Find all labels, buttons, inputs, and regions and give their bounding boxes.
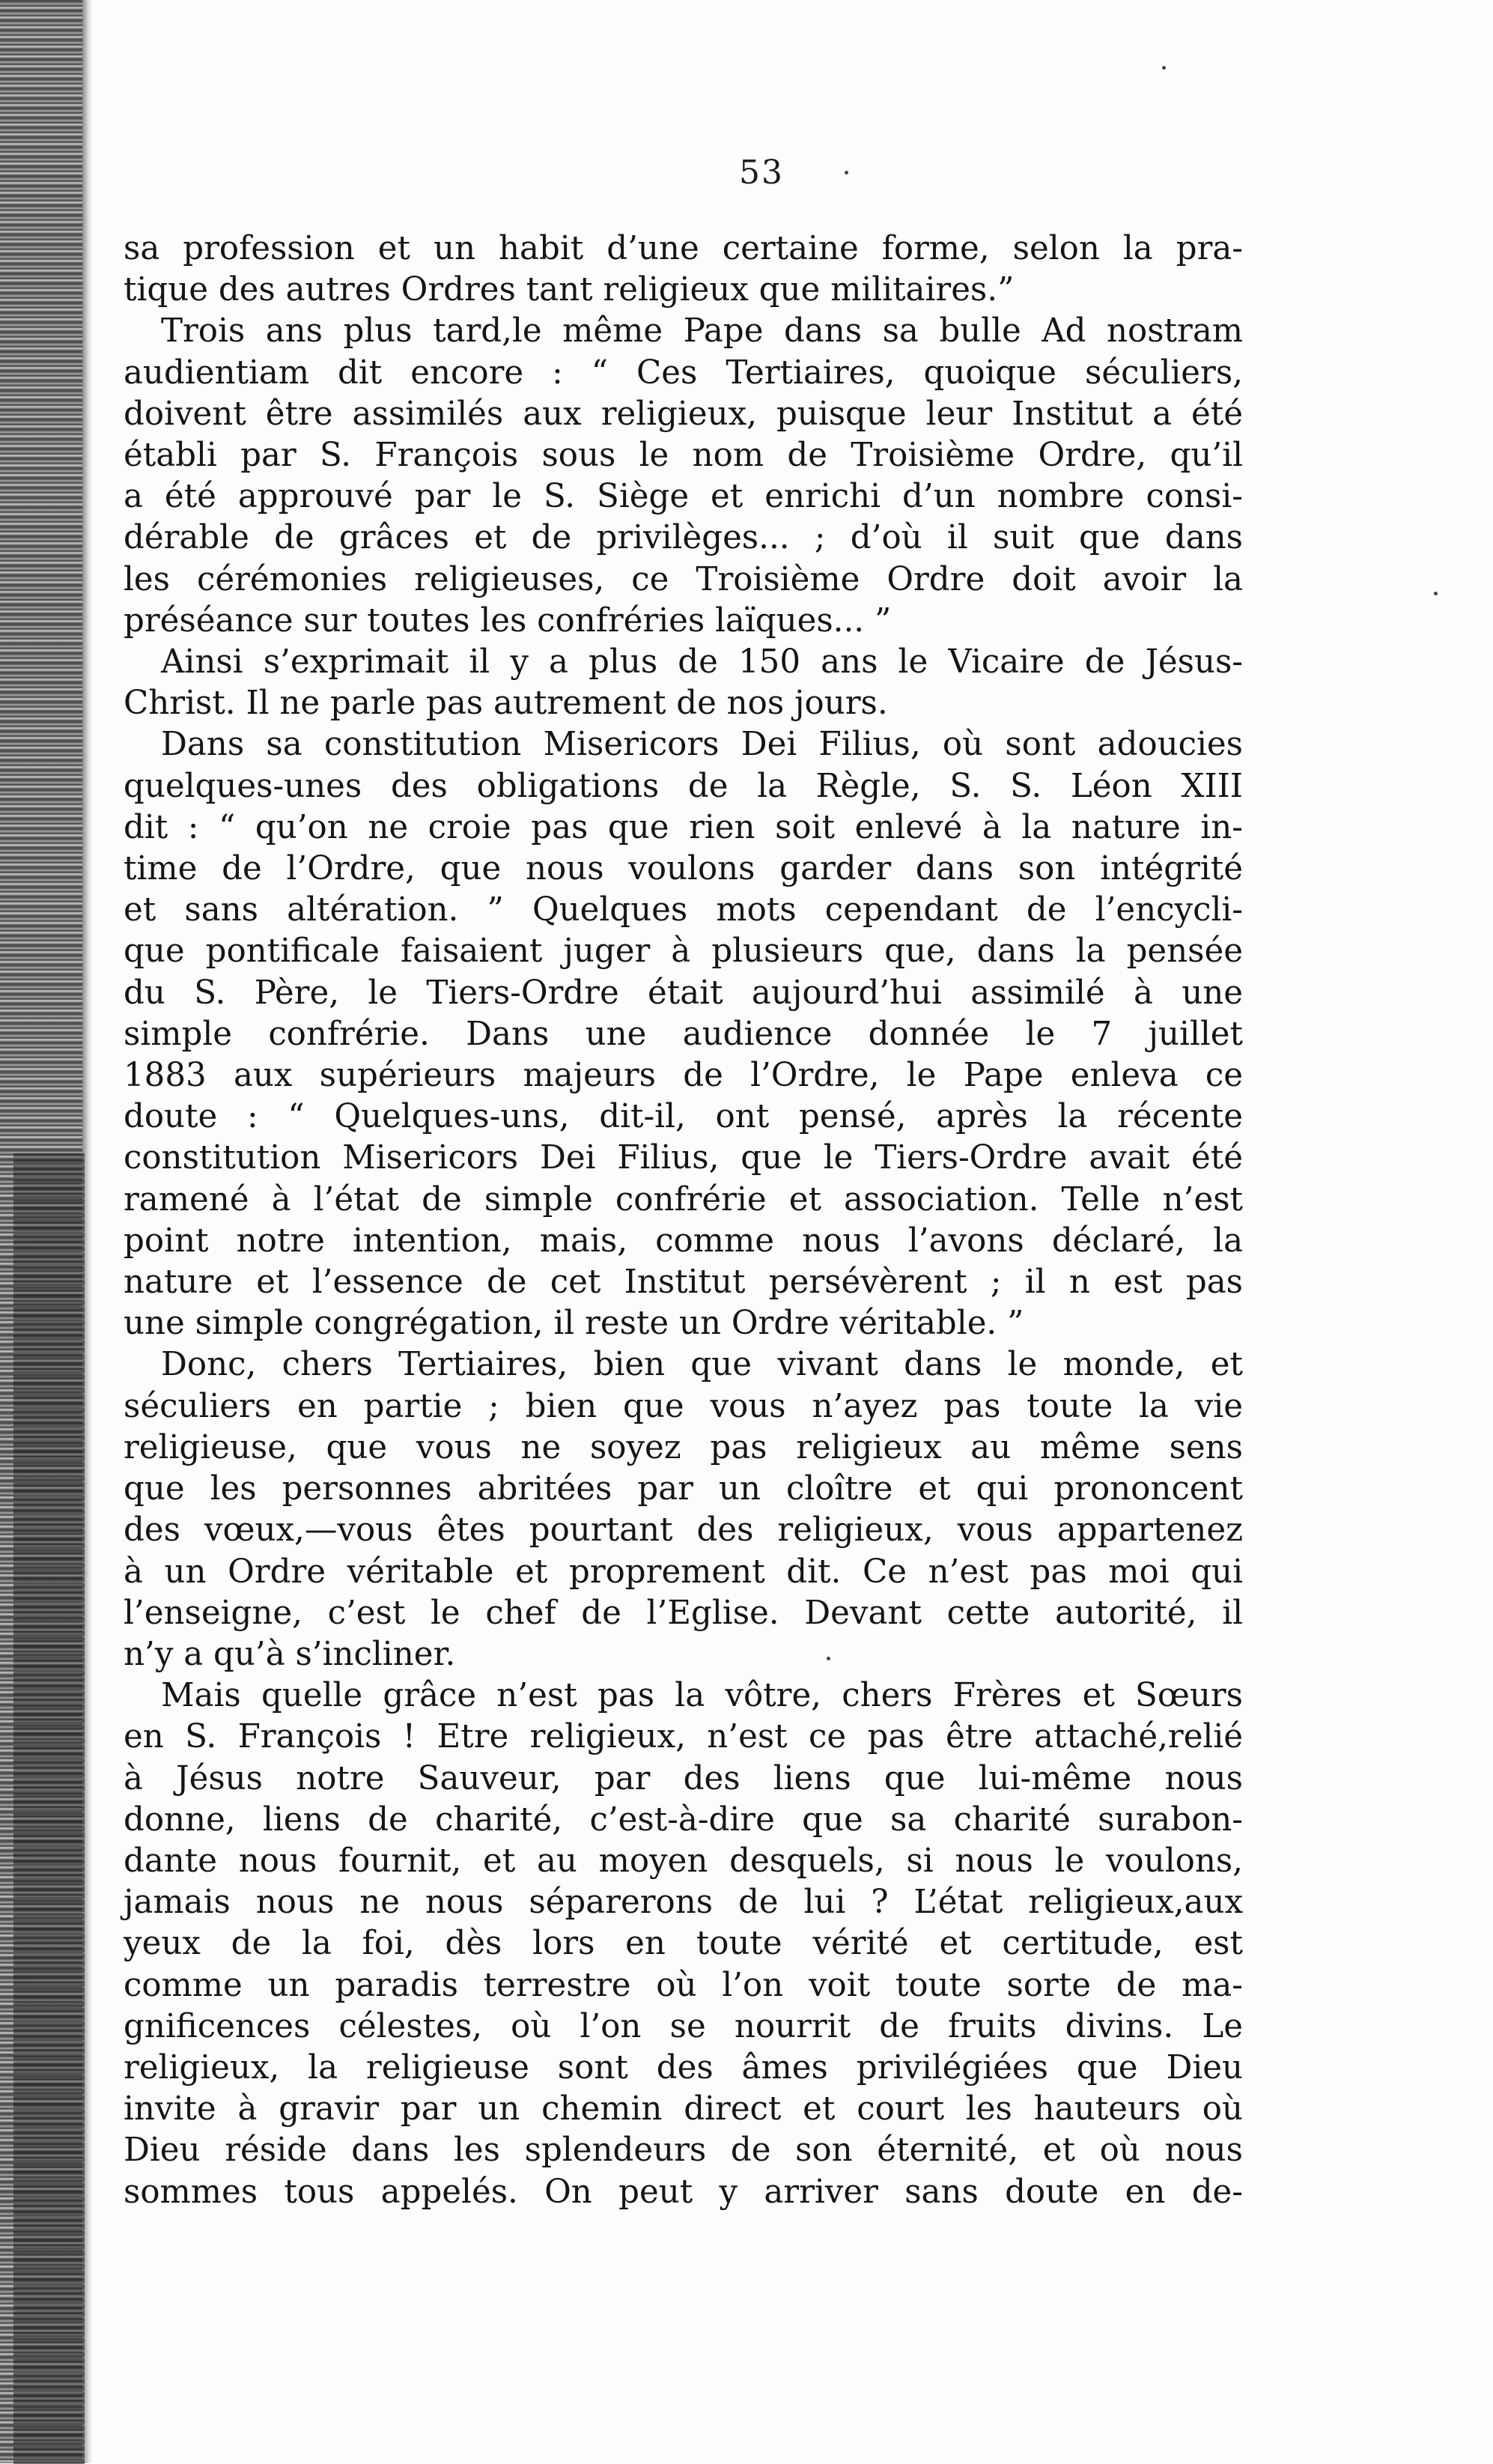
- text-line: religieuse, que vous ne soyez pas religieux au même sens: [124, 1428, 1243, 1466]
- text-line: gnificences célestes, où l’on se nourrit de fruits divins. Le: [124, 2007, 1243, 2045]
- text-line: yeux de la foi, dès lors en toute vérité et certitude, est: [124, 1925, 1243, 1963]
- text-line: 1883 aux supérieurs majeurs de l’Ordre, le Pape enleva ce: [124, 1057, 1243, 1095]
- text-line: Trois ans plus tard,le même Pape dans sa bulle Ad nostram: [161, 312, 1243, 351]
- text-line: Ainsi s’exprimait il y a plus de 150 ans le Vicaire de Jésus-: [161, 643, 1243, 682]
- text-line: établi par S. François sous le nom de Troisième Ordre, qu’il: [124, 437, 1243, 475]
- text-line: constitution Misericors Dei Filius, que le Tiers-Ordre avait été: [124, 1139, 1243, 1177]
- text-line: à Jésus notre Sauveur, par des liens que lui-même nous: [124, 1759, 1243, 1797]
- text-line: sa profession et un habit d’une certaine forme, selon la pra-: [124, 230, 1243, 267]
- text-line: n’y a qu’à s’incliner.: [124, 1635, 456, 1673]
- ink-speck: [1162, 66, 1166, 70]
- text-line: Donc, chers Tertiaires, bien que vivant dans le monde, et: [161, 1346, 1243, 1384]
- binding-shadow: [13, 1153, 85, 2464]
- text-line: ramené à l’état de simple confrérie et association. Telle n’est: [124, 1180, 1243, 1219]
- text-line: religieux, la religieuse sont des âmes privilégiées que Dieu: [124, 2048, 1243, 2087]
- text-line: en S. François ! Etre religieux, n’est ce pas être attaché,relié: [124, 1718, 1243, 1756]
- text-line: Christ. Il ne parle pas autrement de nos jours.: [124, 685, 888, 723]
- text-line: dit : “ qu’on ne croie pas que rien soit enlevé à la nature in-: [124, 808, 1243, 846]
- text-line: tique des autres Ordres tant religieux que militaires.”: [124, 271, 1015, 309]
- text-line: des vœux,—vous êtes pourtant des religieux, vous appartenez: [124, 1511, 1243, 1550]
- text-line: sommes tous appelés. On peut y arriver sans doute en de-: [124, 2173, 1243, 2211]
- text-line: donne, liens de charité, c’est-à-dire que sa charité surabon-: [124, 1800, 1243, 1839]
- text-line: séculiers en partie ; bien que vous n’ayez pas toute la vie: [124, 1387, 1243, 1425]
- ink-speck: [1434, 592, 1438, 595]
- text-line: simple confrérie. Dans une audience donnée le 7 juillet: [124, 1015, 1243, 1053]
- text-line: à un Ordre véritable et proprement dit. Ce n’est pas moi qui: [124, 1553, 1243, 1591]
- text-line: que pontificale faisaient juger à plusieurs que, dans la pensée: [124, 932, 1243, 971]
- text-line: time de l’Ordre, que nous voulons garder dans son intégrité: [124, 850, 1243, 888]
- text-line: dante nous fournit, et au moyen desquels, si nous le voulons,: [124, 1842, 1243, 1880]
- text-line: a été approuvé par le S. Siège et enrichi d’un nombre consi-: [124, 478, 1243, 516]
- text-line: les cérémonies religieuses, ce Troisième Ordre doit avoir la: [124, 560, 1243, 598]
- text-line: jamais nous ne nous séparerons de lui ? L’état religieux,aux: [124, 1884, 1243, 1922]
- text-line: préséance sur toutes les confréries laïques... ”: [124, 601, 892, 640]
- text-line: audientiam dit encore : “ Ces Tertiaires, quoique séculiers,: [124, 353, 1243, 392]
- page-number: 53: [739, 154, 784, 192]
- text-line: doivent être assimilés aux religieux, puisque leur Institut a été: [124, 395, 1243, 433]
- text-line: du S. Père, le Tiers-Ordre était aujourd’hui assimilé à une: [124, 974, 1243, 1012]
- text-line: et sans altération. ” Quelques mots cependant de l’encycli-: [124, 891, 1243, 929]
- text-line: nature et l’essence de cet Institut persévèrent ; il n est pas: [124, 1263, 1243, 1302]
- body-text: [124, 228, 1243, 2213]
- text-line: Mais quelle grâce n’est pas la vôtre, chers Frères et Sœurs: [161, 1677, 1243, 1715]
- text-line: point notre intention, mais, comme nous l’avons déclaré, la: [124, 1222, 1243, 1260]
- text-line: dérable de grâces et de privilèges... ; d’où il suit que dans: [124, 519, 1243, 557]
- text-line: Dieu réside dans les splendeurs de son éternité, et où nous: [124, 2131, 1243, 2170]
- text-line: une simple congrégation, il reste un Ordre véritable. ”: [124, 1305, 1024, 1343]
- text-line: invite à gravir par un chemin direct et court les hauteurs où: [124, 2090, 1243, 2128]
- text-line: Dans sa constitution Misericors Dei Filius, où sont adoucies: [161, 726, 1243, 764]
- text-line: doute : “ Quelques-uns, dit-il, ont pensé, après la récente: [124, 1098, 1243, 1136]
- text-line: que les personnes abritées par un cloître et qui prononcent: [124, 1470, 1243, 1508]
- text-line: quelques-unes des obligations de la Règle, S. S. Léon XIII: [124, 767, 1243, 805]
- text-line: l’enseigne, c’est le chef de l’Eglise. Devant cette autorité, il: [124, 1594, 1243, 1632]
- text-line: comme un paradis terrestre où l’on voit toute sorte de ma-: [124, 1966, 1243, 2004]
